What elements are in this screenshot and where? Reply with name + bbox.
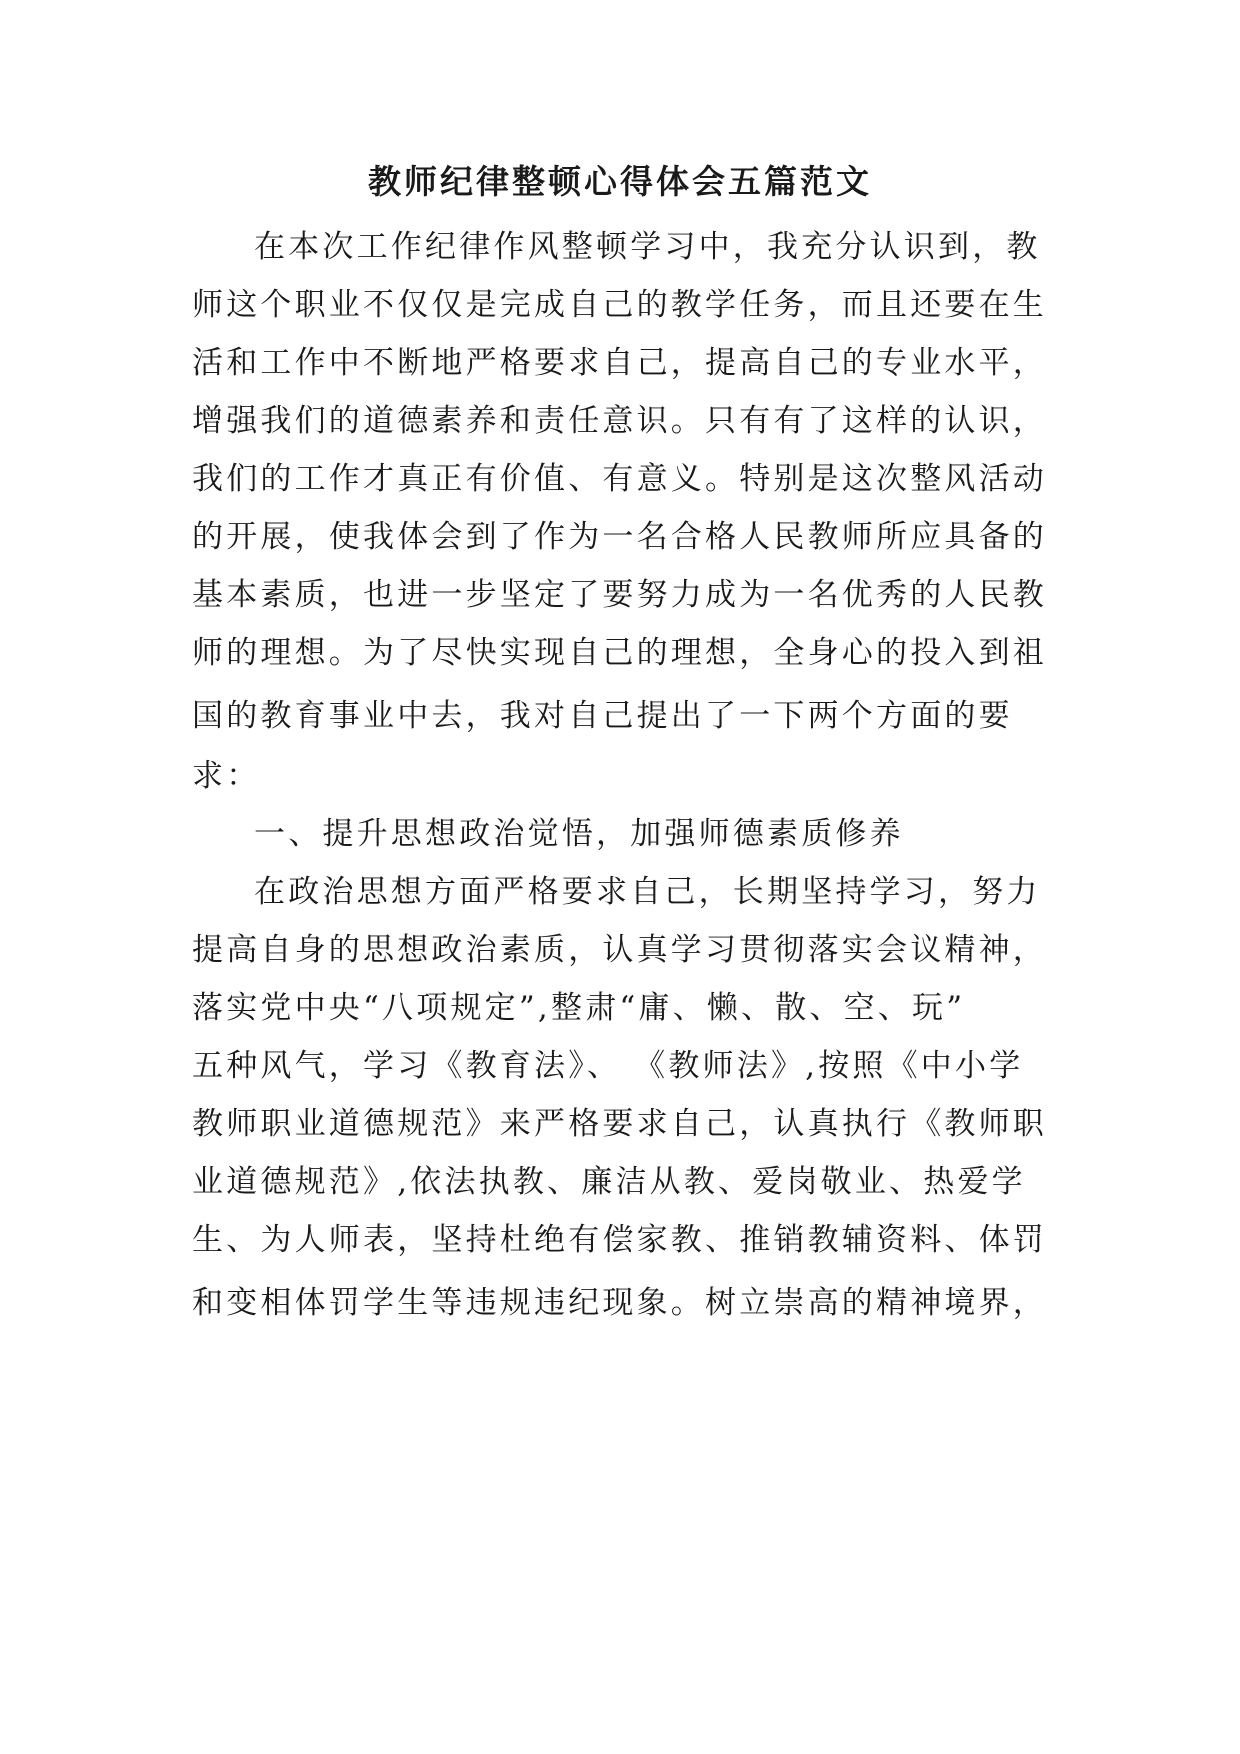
- document-title: 教师纪律整顿心得体会五篇范文: [368, 162, 872, 201]
- paragraph-1-line-4: 增强我们的道德素养和责任意识。只有有了这样的认识，: [192, 403, 1047, 439]
- paragraph-1-line-2: 师这个职业不仅仅是完成自己的教学任务，而且还要在生: [192, 287, 1047, 323]
- paragraph-2-line-4: 五种风气，学习《教育法》、 《教师法》,按照《中小学: [192, 1048, 1024, 1084]
- paragraph-2-line-5: 教师职业道德规范》来严格要求自己，认真执行《教师职: [192, 1106, 1047, 1142]
- paragraph-2-line-3: 落实党中央“八项规定”,整肃“庸、懒、散、空、玩”: [192, 990, 966, 1026]
- paragraph-1-line-9: 国的教育事业中去，我对自己提出了一下两个方面的要: [192, 698, 1013, 734]
- section-heading-1: 一、提升思想政治觉悟，加强师德素质修养: [254, 816, 904, 852]
- paragraph-2-line-1: 在政治思想方面严格要求自己，长期坚持学习，努力: [254, 874, 1041, 910]
- paragraph-1-line-5: 我们的工作才真正有价值、有意义。特别是这次整风活动: [192, 461, 1047, 497]
- paragraph-1-line-6: 的开展，使我体会到了作为一名合格人民教师所应具备的: [192, 519, 1047, 555]
- paragraph-1-line-10: 求：: [192, 758, 261, 794]
- paragraph-2-line-6: 业道德规范》,依法执教、廉洁从教、爱岗敬业、热爱学: [192, 1164, 1026, 1200]
- paragraph-1-line-3: 活和工作中不断地严格要求自己，提高自己的专业水平，: [192, 345, 1047, 381]
- paragraph-2-line-7: 生、为人师表，坚持杜绝有偿家教、推销教辅资料、体罚: [192, 1222, 1047, 1258]
- paragraph-1-line-8: 师的理想。为了尽快实现自己的理想，全身心的投入到祖: [192, 635, 1047, 671]
- paragraph-2-line-2: 提高自身的思想政治素质，认真学习贯彻落实会议精神，: [192, 932, 1047, 968]
- paragraph-1-line-7: 基本素质，也进一步坚定了要努力成为一名优秀的人民教: [192, 577, 1047, 613]
- paragraph-2-line-8: 和变相体罚学生等违规违纪现象。树立崇高的精神境界，: [192, 1285, 1047, 1321]
- paragraph-1-line-1: 在本次工作纪律作风整顿学习中，我充分认识到，教: [254, 229, 1041, 265]
